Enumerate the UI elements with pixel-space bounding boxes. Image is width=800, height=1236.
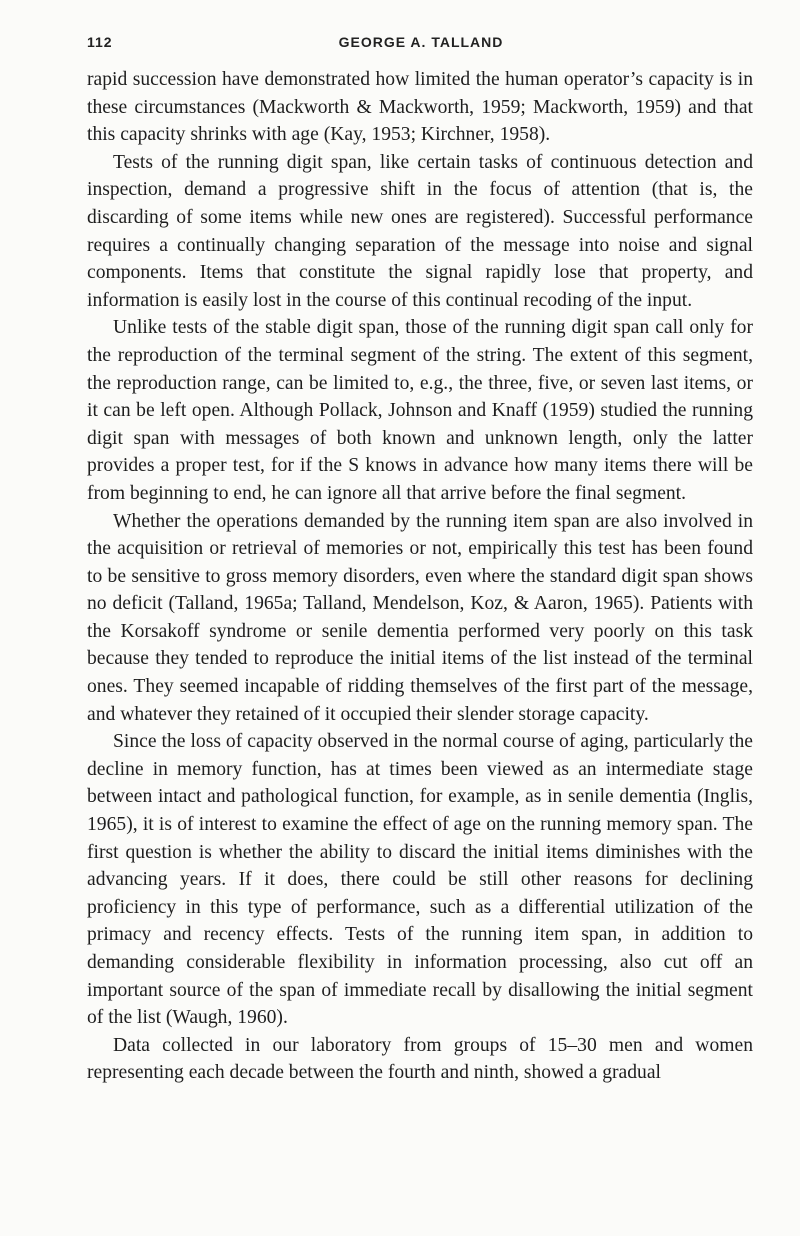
running-head: [87, 34, 755, 54]
page-number: 112: [87, 34, 113, 50]
paragraph: Unlike tests of the stable digit span, those of the running digit span call only for the reproduction of the terminal segment of the string. The extent of this segment, the reproduction range, can be limited to, e.g., the three, five, or seven last items, or it can be left open. Although Pollack, Johnson and Knaff (1959) studied the running digit span with messages of both known and unknown length, only the latter provides a proper test, for if the S knows in advance how many items there will be from beginning to end, he can ignore all that arrive before the final segment.: [87, 317, 753, 504]
running-head-author: GEORGE A. TALLAND: [338, 34, 504, 50]
body-text: [87, 66, 753, 1087]
paragraph: Whether the operations demanded by the running item span are also involved in the acquisition or retrieval of memories or not, empirically this test has been found to be sensitive to gross memory disorders, even where the standard digit span shows no deficit (Talland, 1965a; Talland, Mendelson, Koz, & Aaron, 1965). Patients with the Korsakoff syndrome or senile dementia performed very poorly on this task because they tended to reproduce the initial items of the list instead of the terminal ones. They seemed incapable of ridding themselves of the first part of the message, and whatever they retained of it occupied their slender storage capacity.: [87, 510, 753, 725]
paragraph: Tests of the running digit span, like certain tasks of continuous detection and inspection, demand a progressive shift in the focus of attention (that is, the discarding of some items while new ones are registered). Successful performance requires a continually changing separation of the message into noise and signal components. Items that constitute the signal rapidly lose that property, and information is easily lost in the course of this continual recoding of the input.: [87, 151, 753, 311]
paragraph: Since the loss of capacity observed in the normal course of aging, particularly the decline in memory function, has at times been viewed as an intermediate stage between intact and pathological function, for example, as in senile dementia (Inglis, 1965), it is of interest to examine the effect of age on the running memory span. The first question is whether the ability to discard the initial items diminishes with the advancing years. If it does, there could be still other reasons for declining proficiency in this type of performance, such as a differential utilization of the primacy and recency effects. Tests of the running item span, in addition to demanding considerable flexibility in information processing, also cut off an important source of the span of immediate recall by disallowing the initial segment of the list (Waugh, 1960).: [87, 731, 753, 1029]
paragraph-continued: rapid succession have demonstrated how limited the human operator’s capacity is in these circumstances (Mackworth & Mackworth, 1959; Mackworth, 1959) and that this capacity shrinks with age (Kay, 1953; Kirchner, 1958).: [87, 69, 753, 146]
paragraph: Data collected in our laboratory from groups of 15–30 men and women representing each decade between the fourth and ninth, showed a gradual: [87, 1034, 753, 1084]
